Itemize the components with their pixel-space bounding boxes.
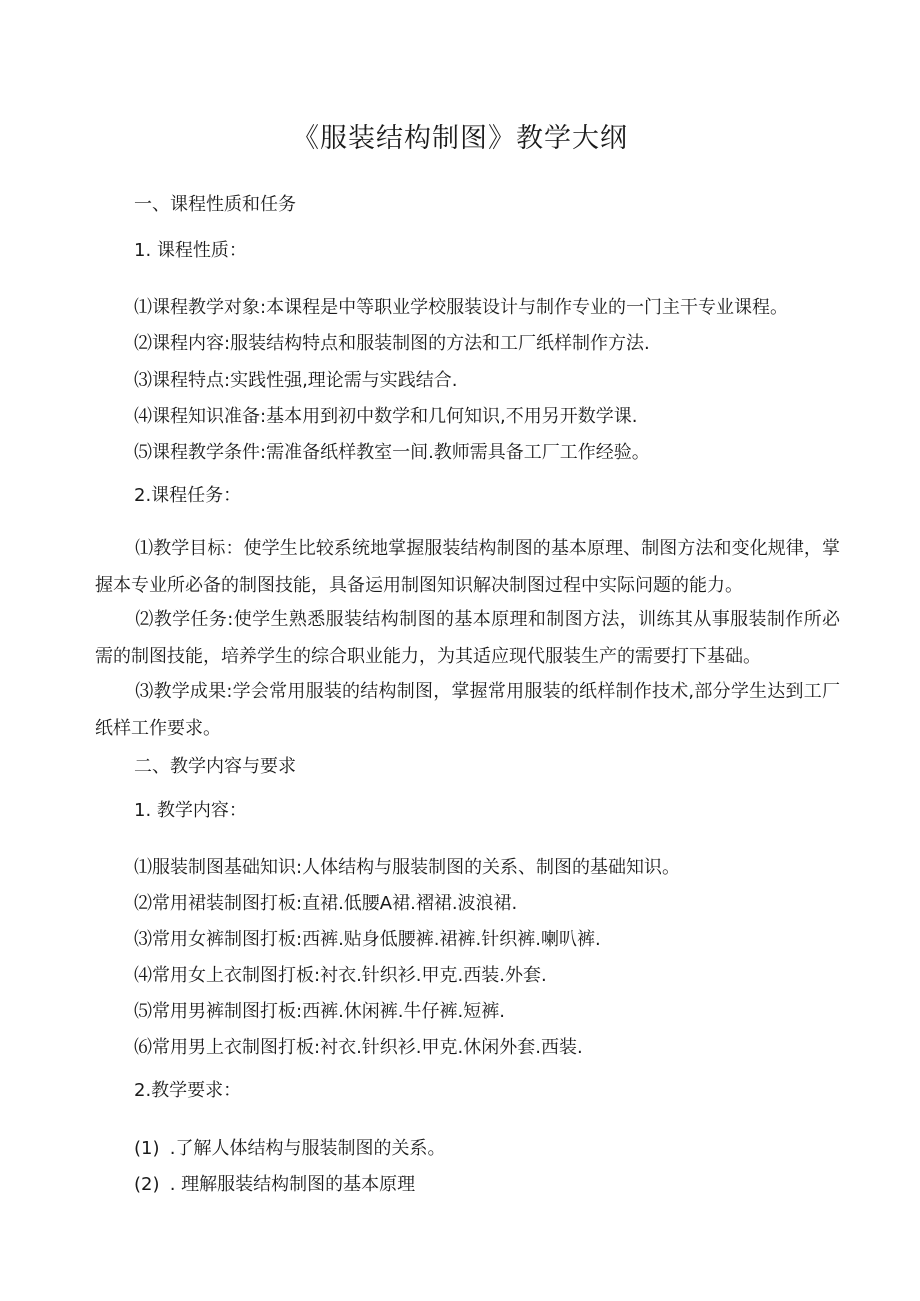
nature-item-4: ⑷课程知识准备:基本用到初中数学和几何知识,不用另开数学课. — [134, 406, 638, 427]
requirement-number: (1) — [134, 1138, 160, 1159]
document-title: 《服装结构制图》教学大纲 — [292, 123, 628, 155]
task-paragraph-2 — [95, 601, 840, 675]
content-item-2: ⑵常用裙装制图打板:直裙.低腰A裙.褶裙.波浪裙. — [134, 893, 518, 914]
nature-item-5: ⑸课程教学条件:需准备纸样教室一间.教师需具备工厂工作经验。 — [134, 442, 650, 463]
task-paragraph-3-text: ⑶教学成果:学会常用服装的结构制图，掌握常用服装的纸样制作技术,部分学生达到工厂纸样工作要求。 — [95, 681, 840, 739]
task-paragraph-1 — [95, 530, 840, 604]
requirement-text: . 理解服装结构制图的基本原理 — [169, 1174, 416, 1195]
nature-item-3: ⑶课程特点:实践性强,理论需与实践结合. — [134, 370, 458, 391]
section2-heading: 二、教学内容与要求 — [134, 756, 296, 777]
task-paragraph-3 — [95, 673, 840, 747]
content-item-4: ⑷常用女上衣制图打板:衬衣.针织衫.甲克.西装.外套. — [134, 965, 547, 986]
teaching-requirements-label: 2.教学要求： — [134, 1080, 242, 1101]
section1-heading: 一、课程性质和任务 — [134, 194, 296, 215]
requirement-item-2 — [134, 1170, 415, 1196]
course-nature-label: 1. 课程性质： — [134, 240, 247, 261]
content-item-6: ⑹常用男上衣制图打板:衬衣.针织衫.甲克.休闲外套.西装. — [134, 1037, 583, 1058]
task-paragraph-2-text: ⑵教学任务:使学生熟悉服装结构制图的基本原理和制图方法，训练其从事服装制作所必需的制图技能，培养学生的综合职业能力，为其适应现代服装生产的需要打下基础。 — [95, 609, 840, 667]
nature-item-1: ⑴课程教学对象:本课程是中等职业学校服装设计与制作专业的一门主干专业课程。 — [134, 297, 789, 318]
requirement-number: (2) — [134, 1174, 160, 1195]
nature-item-2: ⑵课程内容:服装结构特点和服装制图的方法和工厂纸样制作方法. — [134, 333, 650, 354]
course-task-label: 2.课程任务： — [134, 485, 242, 506]
content-item-1: ⑴服装制图基础知识:人体结构与服装制图的关系、制图的基础知识。 — [134, 857, 681, 878]
requirement-item-1 — [134, 1134, 445, 1160]
teaching-content-label: 1. 教学内容： — [134, 800, 247, 821]
task-paragraph-1-text: ⑴教学目标：使学生比较系统地掌握服装结构制图的基本原理、制图方法和变化规律，掌握本专业所必备的制图技能，具备运用制图知识解决制图过程中实际问题的能力。 — [95, 538, 840, 596]
requirement-text: .了解人体结构与服装制图的关系。 — [169, 1138, 446, 1159]
content-item-5: ⑸常用男裤制图打板:西裤.休闲裤.牛仔裤.短裤. — [134, 1001, 505, 1022]
content-item-3: ⑶常用女裤制图打板:西裤.贴身低腰裤.裙裤.针织裤.喇叭裤. — [134, 929, 601, 950]
